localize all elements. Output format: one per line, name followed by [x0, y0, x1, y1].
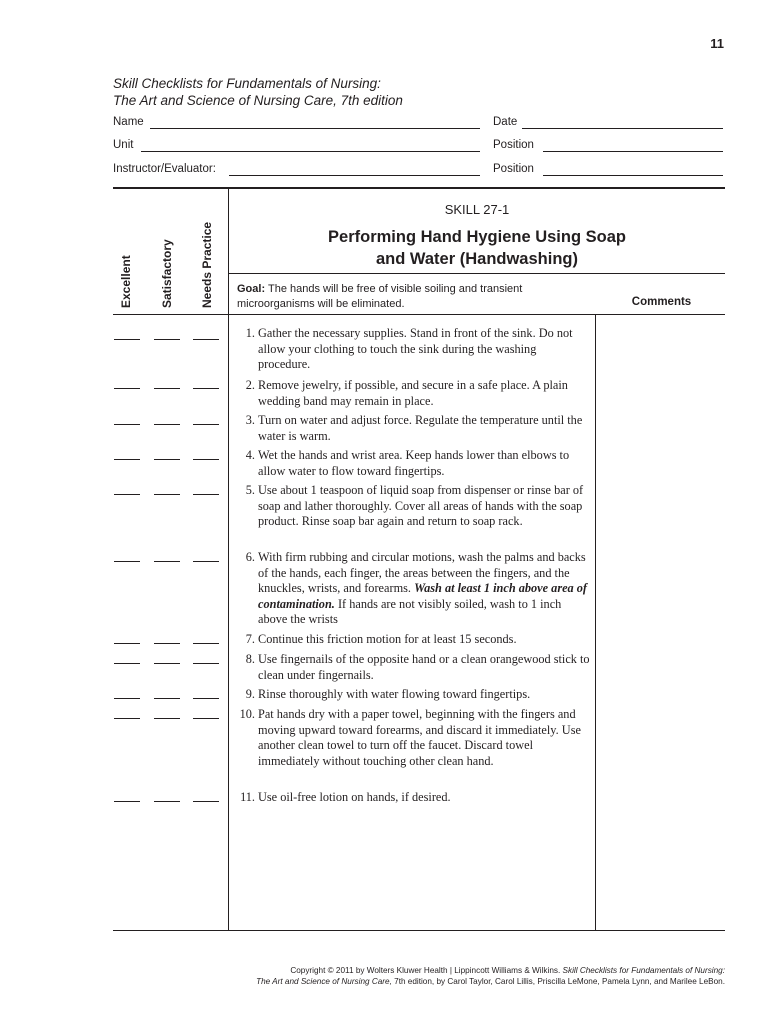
step-6-text-after: If hands are not visibly soiled, wash to 1 inch above the wrists: [258, 596, 562, 626]
step-text: Turn on water and adjust force. Regulate the temperature until the water is warm.: [258, 413, 583, 443]
blank-excellent-2[interactable]: [114, 388, 140, 389]
blank-satisfactory-1[interactable]: [154, 339, 180, 340]
footer-line-1-plain: Copyright © 2011 by Wolters Kluwer Health | Lippincott Williams & Wilkins.: [290, 966, 563, 975]
step-number: 7.: [245, 632, 255, 646]
step-7: [229, 632, 591, 648]
rating-header-needs-practice: Needs Practice: [200, 221, 214, 308]
step-8: [229, 652, 591, 683]
step-11: [229, 790, 591, 806]
blank-excellent-6[interactable]: [114, 561, 140, 562]
blank-needs-practice-2[interactable]: [193, 388, 219, 389]
step-number: 9.: [245, 687, 255, 701]
blank-excellent-3[interactable]: [114, 424, 140, 425]
blank-satisfactory-5[interactable]: [154, 494, 180, 495]
position-field-1[interactable]: [543, 151, 723, 152]
blank-needs-practice-9[interactable]: [193, 698, 219, 699]
footer-line-2: [230, 976, 725, 987]
book-title: [113, 75, 403, 109]
position-field-2[interactable]: [543, 175, 723, 176]
unit-field[interactable]: [141, 151, 480, 152]
title-divider: [229, 273, 725, 274]
step-number: 2.: [245, 378, 255, 392]
unit-label: Unit: [113, 139, 134, 151]
table-top-rule: [113, 187, 725, 189]
blank-excellent-4[interactable]: [114, 459, 140, 460]
step-text: Use about 1 teaspoon of liquid soap from dispenser or rinse bar of soap and lather thoroughly. Cover all areas of hands with the soap product. Rinse soap bar again and return to soap rack.: [258, 483, 584, 528]
step-number: 1.: [245, 326, 255, 340]
position-label-1: Position: [493, 139, 534, 151]
step-text: Use oil-free lotion on hands, if desired.: [258, 790, 451, 804]
footer-line-1: [230, 965, 725, 976]
copyright-footer: [230, 965, 725, 987]
header-bottom-rule: [113, 314, 725, 315]
footer-line-2-plain: 7th edition, by Carol Taylor, Carol Lillis, Priscilla LeMone, Pamela Lynn, and Marilee LeBon.: [391, 977, 725, 986]
blank-excellent-8[interactable]: [114, 663, 140, 664]
blank-satisfactory-3[interactable]: [154, 424, 180, 425]
goal-label: Goal:: [237, 283, 266, 295]
blank-excellent-1[interactable]: [114, 339, 140, 340]
book-title-line-2: The Art and Science of Nursing Care, 7th edition: [113, 93, 403, 108]
position-label-2: Position: [493, 163, 534, 175]
step-text: Gather the necessary supplies. Stand in front of the sink. Do not allow your clothing to touch the sink during the washing procedure.: [258, 326, 573, 371]
step-text: Pat hands dry with a paper towel, beginning with the fingers and moving upward toward forearms, and discard it immediately. Use another clean towel to turn off the faucet. Discard towel immediately without touching other clean hand.: [258, 707, 581, 768]
blank-satisfactory-9[interactable]: [154, 698, 180, 699]
step-number: 8.: [245, 652, 255, 666]
blank-excellent-9[interactable]: [114, 698, 140, 699]
step-number: 11.: [240, 790, 255, 804]
step-1: [229, 326, 591, 373]
blank-satisfactory-11[interactable]: [154, 801, 180, 802]
step-text: Continue this friction motion for at least 15 seconds.: [258, 632, 517, 646]
divider-comments: [595, 315, 596, 930]
rating-header-satisfactory: Satisfactory: [160, 239, 174, 308]
step-4: [229, 448, 591, 479]
goal-text: The hands will be free of visible soiling and transient microorganisms will be eliminated.: [237, 283, 523, 310]
step-text: Wet the hands and wrist area. Keep hands lower than elbows to allow water to flow toward fingertips.: [258, 448, 570, 478]
blank-excellent-5[interactable]: [114, 494, 140, 495]
step-6-emphasis: Wash at least 1 inch above area of contamination.: [258, 581, 588, 611]
date-field[interactable]: [522, 128, 723, 129]
blank-excellent-11[interactable]: [114, 801, 140, 802]
step-2: [229, 378, 591, 409]
comments-header: Comments: [631, 296, 692, 308]
blank-satisfactory-8[interactable]: [154, 663, 180, 664]
instructor-label: Instructor/Evaluator:: [113, 163, 216, 175]
step-number: 10.: [239, 707, 255, 721]
step-text: Remove jewelry, if possible, and secure in a safe place. A plain wedding band may remain in place.: [258, 378, 568, 408]
step-number: 3.: [245, 413, 255, 427]
skill-title-line-2: and Water (Handwashing): [376, 250, 578, 268]
page-number: 11: [710, 36, 724, 51]
blank-needs-practice-6[interactable]: [193, 561, 219, 562]
blank-needs-practice-4[interactable]: [193, 459, 219, 460]
blank-satisfactory-2[interactable]: [154, 388, 180, 389]
blank-needs-practice-3[interactable]: [193, 424, 219, 425]
blank-satisfactory-4[interactable]: [154, 459, 180, 460]
rating-header-excellent: Excellent: [119, 255, 133, 308]
step-6: [229, 550, 591, 628]
blank-needs-practice-1[interactable]: [193, 339, 219, 340]
date-label: Date: [493, 116, 518, 128]
step-text: Rinse thoroughly with water flowing toward fingertips.: [258, 687, 531, 701]
skill-title-line-1: Performing Hand Hygiene Using Soap: [328, 228, 626, 246]
blank-needs-practice-5[interactable]: [193, 494, 219, 495]
table-bottom-rule: [113, 930, 725, 931]
name-field[interactable]: [150, 128, 480, 129]
blank-excellent-10[interactable]: [114, 718, 140, 719]
footer-line-1-italic: Skill Checklists for Fundamentals of Nursing:: [562, 966, 725, 975]
blank-satisfactory-6[interactable]: [154, 561, 180, 562]
step-6-text-before: With firm rubbing and circular motions, wash the palms and backs of the hands, each finger, the areas between the fingers, and the knuckles, wrists, and forearms.: [258, 550, 586, 595]
step-text: Use fingernails of the opposite hand or a clean orangewood stick to clean under fingernails.: [258, 652, 590, 682]
step-number: 6.: [245, 550, 255, 564]
name-label: Name: [113, 116, 144, 128]
blank-excellent-7[interactable]: [114, 643, 140, 644]
skill-number: SKILL 27-1: [444, 202, 510, 217]
book-title-line-1: Skill Checklists for Fundamentals of Nursing:: [113, 76, 381, 91]
blank-satisfactory-7[interactable]: [154, 643, 180, 644]
instructor-field[interactable]: [229, 175, 480, 176]
step-text: [258, 550, 591, 628]
step-9: [229, 687, 591, 703]
step-number: 5.: [245, 483, 255, 497]
step-5: [229, 483, 591, 530]
step-10: [229, 707, 591, 769]
blank-needs-practice-7[interactable]: [193, 643, 219, 644]
blank-needs-practice-10[interactable]: [193, 718, 219, 719]
step-number: 4.: [245, 448, 255, 462]
goal-statement: [237, 282, 597, 311]
blank-needs-practice-8[interactable]: [193, 663, 219, 664]
skill-title: [229, 226, 725, 270]
step-3: [229, 413, 591, 444]
blank-satisfactory-10[interactable]: [154, 718, 180, 719]
blank-needs-practice-11[interactable]: [193, 801, 219, 802]
footer-line-2-italic: The Art and Science of Nursing Care,: [256, 977, 392, 986]
